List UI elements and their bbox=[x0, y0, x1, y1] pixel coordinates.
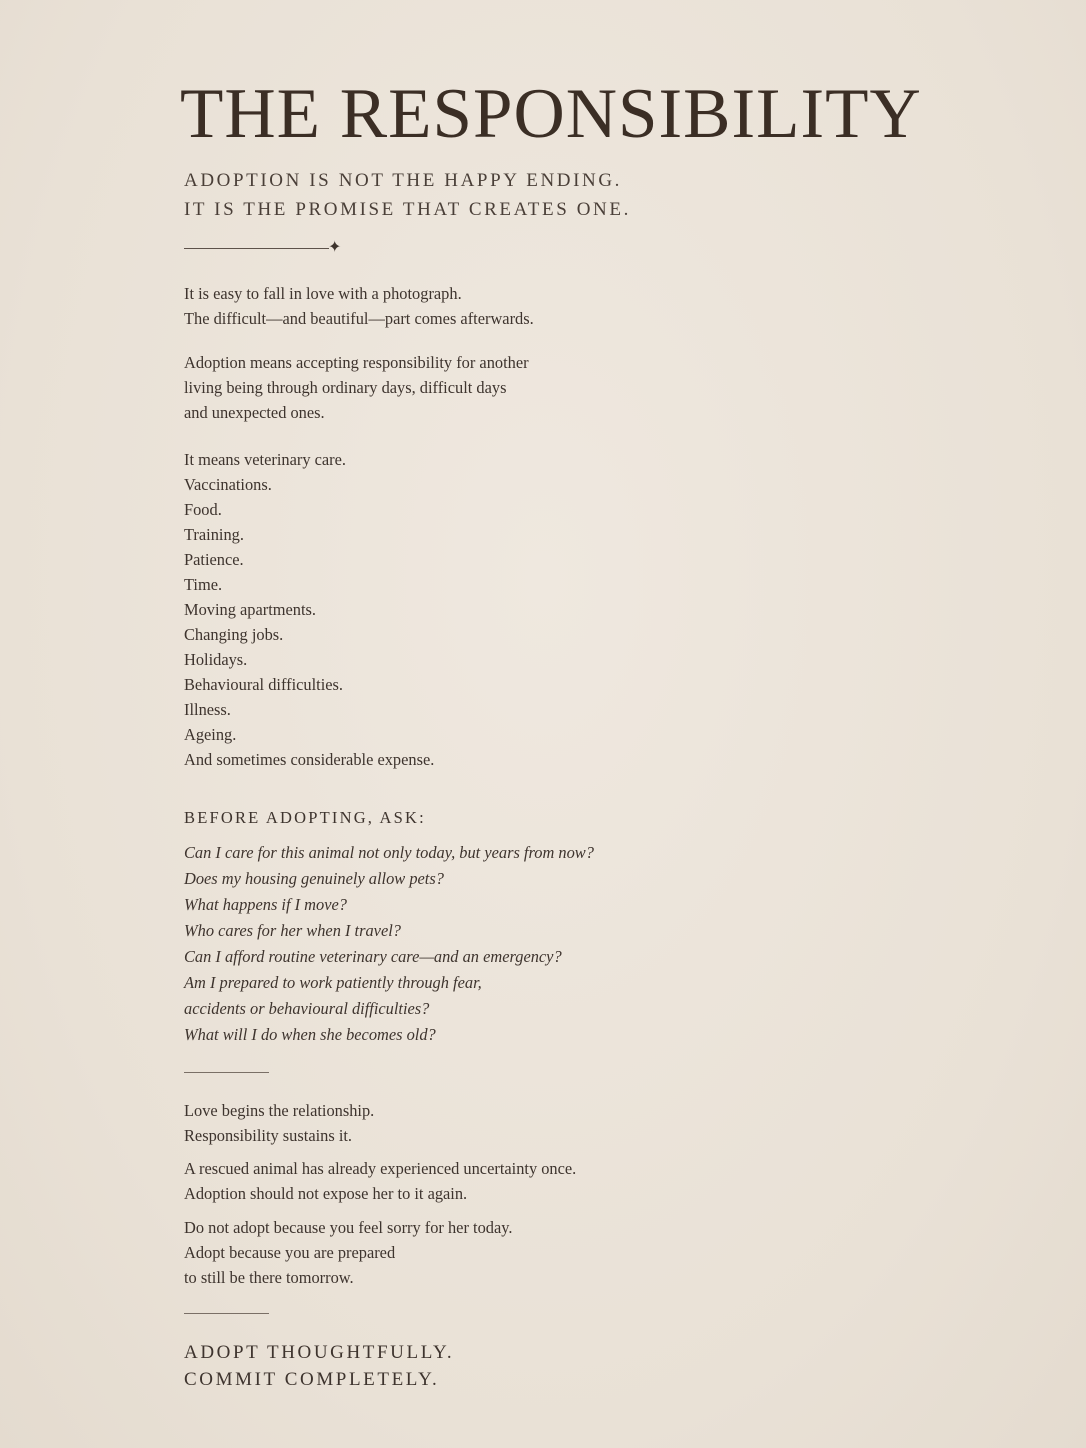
list-item: Illness. bbox=[184, 700, 231, 719]
closing-line: ADOPT THOUGHTFULLY. bbox=[184, 1342, 455, 1363]
list-item: Changing jobs. bbox=[184, 625, 284, 644]
text-line: Love begins the relationship. bbox=[184, 1101, 375, 1120]
list-item: Training. bbox=[184, 525, 244, 544]
before-adopting-heading: BEFORE ADOPTING, ASK: bbox=[184, 808, 426, 827]
subtitle-line: ADOPTION IS NOT THE HAPPY ENDING. bbox=[184, 170, 623, 191]
question-item: accidents or behavioural difficulties? bbox=[184, 999, 430, 1018]
question-item: Can I care for this animal not only today, but years from now? bbox=[184, 843, 594, 862]
list-item: Behavioural difficulties. bbox=[184, 675, 344, 694]
subtitle-line: IT IS THE PROMISE THAT CREATES ONE. bbox=[184, 199, 631, 220]
list-item: Ageing. bbox=[184, 725, 237, 744]
text-line: Responsibility sustains it. bbox=[184, 1126, 353, 1145]
text-line: Adopt because you are prepared bbox=[184, 1243, 396, 1262]
it-means-list bbox=[184, 447, 434, 772]
intro-paragraph bbox=[184, 281, 534, 331]
questions-list bbox=[184, 840, 594, 1048]
ornament-divider bbox=[184, 237, 344, 256]
list-item: Patience. bbox=[184, 550, 244, 569]
text-line: A rescued animal has already experienced uncertainty once. bbox=[184, 1159, 577, 1178]
do-not-adopt-paragraph bbox=[184, 1215, 512, 1290]
list-item: Vaccinations. bbox=[184, 475, 272, 494]
text-line: to still be there tomorrow. bbox=[184, 1268, 354, 1287]
question-item: Am I prepared to work patiently through fear, bbox=[184, 973, 482, 992]
page-title: THE RESPONSIBILITY bbox=[180, 75, 922, 153]
star-icon: ✦ bbox=[328, 237, 342, 256]
question-item: What happens if I move? bbox=[184, 895, 347, 914]
text-line: Adoption should not expose her to it again. bbox=[184, 1184, 468, 1203]
text-line: The difficult—and beautiful—part comes afterwards. bbox=[184, 309, 534, 328]
question-item: Who cares for her when I travel? bbox=[184, 921, 401, 940]
list-item: Time. bbox=[184, 575, 223, 594]
question-item: Can I afford routine veterinary care—and an emergency? bbox=[184, 947, 562, 966]
list-item: Food. bbox=[184, 500, 222, 519]
list-item: And sometimes considerable expense. bbox=[184, 750, 435, 769]
question-item: Does my housing genuinely allow pets? bbox=[184, 869, 444, 888]
text-line: living being through ordinary days, difficult days bbox=[184, 378, 507, 397]
closing-statement bbox=[184, 1339, 454, 1393]
section-divider bbox=[184, 1313, 269, 1314]
list-item: Holidays. bbox=[184, 650, 248, 669]
adoption-means-paragraph bbox=[184, 350, 529, 425]
text-line: Adoption means accepting responsibility for another bbox=[184, 353, 529, 372]
section-divider bbox=[184, 1072, 269, 1073]
rescued-paragraph bbox=[184, 1156, 576, 1206]
list-item: Moving apartments. bbox=[184, 600, 317, 619]
love-paragraph bbox=[184, 1098, 374, 1148]
divider-line bbox=[184, 248, 329, 249]
list-item: It means veterinary care. bbox=[184, 450, 346, 469]
text-line: and unexpected ones. bbox=[184, 403, 325, 422]
closing-line: COMMIT COMPLETELY. bbox=[184, 1369, 440, 1390]
text-line: Do not adopt because you feel sorry for her today. bbox=[184, 1218, 513, 1237]
question-item: What will I do when she becomes old? bbox=[184, 1025, 436, 1044]
subtitle bbox=[184, 166, 631, 224]
text-line: It is easy to fall in love with a photograph. bbox=[184, 284, 462, 303]
